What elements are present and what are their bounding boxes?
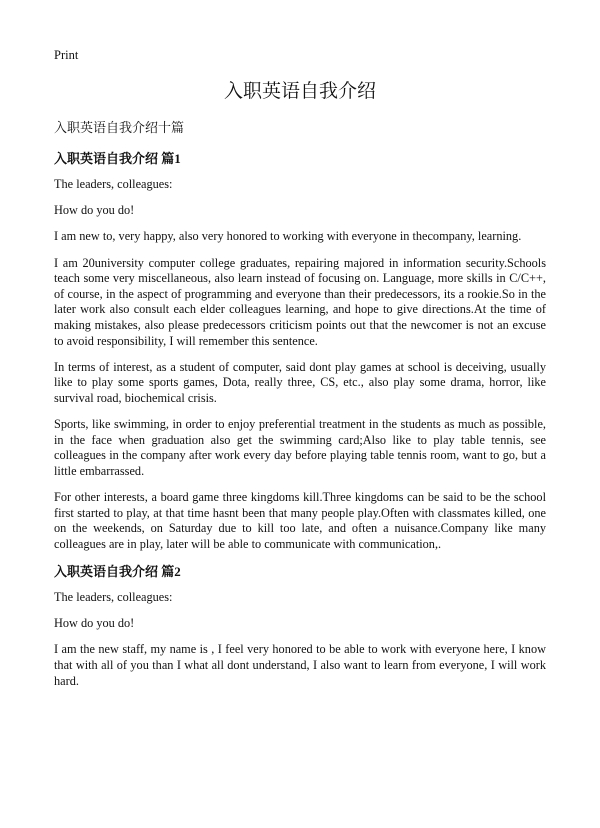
paragraph: For other interests, a board game three kingdoms kill.Three kingdoms can be said to be the school first started to play, at that time hasnt been that many people play.Often with classmates killed, one on the weekends, on Saturday due to kill too late, and often a nuisance.Company like many colleagues are in play, later will be able to communicate with communication,.: [54, 490, 546, 551]
section-1: [54, 150, 546, 552]
paragraph: Sports, like swimming, in order to enjoy preferential treatment in the students as much as possible, in the face when graduation also get the swimming card;Also like to play table tennis, see colleagues in the company after work every day before playing table tennis room, want to go, but a little embarrassed.: [54, 417, 546, 478]
section-2: [54, 563, 546, 689]
print-label[interactable]: Print: [54, 48, 79, 62]
section-heading: 入职英语自我介绍 篇2: [54, 564, 181, 580]
paragraph: The leaders, colleagues:: [54, 177, 173, 191]
document-subtitle: 入职英语自我介绍十篇: [54, 120, 185, 135]
paragraph: How do you do!: [54, 203, 135, 218]
document-body: [54, 150, 546, 699]
paragraph: I am the new staff, my name is , I feel very honored to be able to work with everyone here, I know that with all of you than I what all dont understand, I also want to learn from everyone, I will work hard.: [54, 642, 546, 688]
section-heading: 入职英语自我介绍 篇1: [54, 151, 181, 166]
paragraph: The leaders, colleagues:: [54, 590, 173, 605]
paragraph: I am 20university computer college graduates, repairing majored in information security.Schools teach some very miscellaneous, also learn instead of focusing on. Language, more skills in C/C++, of course, in the aspect of programming and everyone than their predecessors, its a rookie.So in the later work also consult each elder colleagues learning, and hope to give directions.At the time of making mistakes, also please predecessors criticism points out that the newcomer is not an excuse to avoid responsibility, I will remember this sentence.: [54, 255, 546, 348]
paragraph: How do you do!: [54, 616, 135, 631]
paragraph: In terms of interest, as a student of computer, said dont play games at school is deceiving, usually like to play some sports games, Dota, really three, CS, etc., also play some drama, horror, like survival road, biochemical crisis.: [54, 359, 546, 405]
paragraph: I am new to, very happy, also very honored to working with everyone in thecompany, learning.: [54, 229, 522, 244]
document-title: 入职英语自我介绍: [223, 81, 376, 102]
